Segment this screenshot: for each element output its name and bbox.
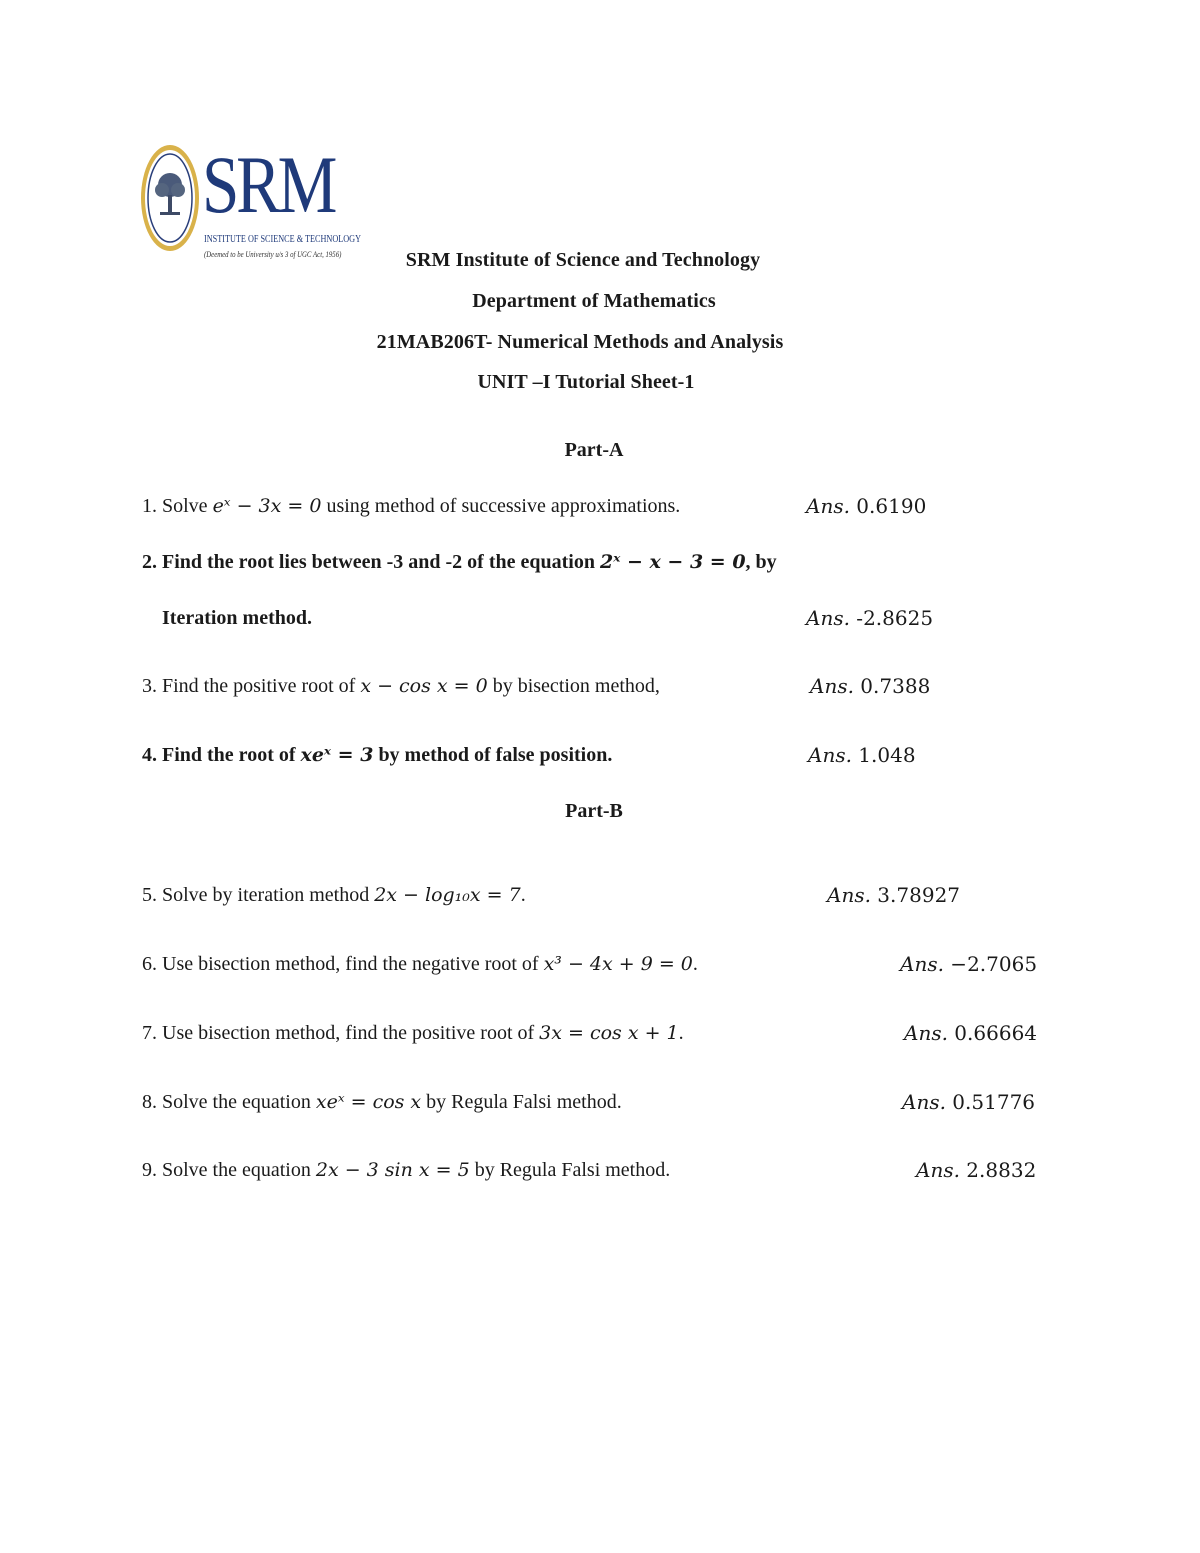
answer-label: Ans. (902, 1090, 946, 1114)
question-text: by Regula Falsi method. (469, 1159, 671, 1181)
answer-value: 0.51776 (945, 1090, 1036, 1114)
answer-label: Ans. (916, 1158, 960, 1182)
answer-1 (806, 493, 926, 519)
answer-value: −2.7065 (943, 952, 1038, 976)
answer-4 (808, 742, 916, 768)
question-text: 8. Solve the equation (142, 1091, 316, 1113)
logo-subtitle: INSTITUTE OF SCIENCE & TECHNOLOGY (204, 234, 362, 245)
logo-wordmark: SRM (202, 139, 335, 230)
answer-2 (806, 605, 933, 631)
answer-label: Ans. (900, 952, 944, 976)
logo-tagline: (Deemed to be University u/s 3 of UGC Act, 1956) (204, 250, 342, 259)
question-text: . (692, 953, 698, 975)
question-2-continuation: Iteration method. (162, 607, 312, 629)
unit-title: UNIT –I Tutorial Sheet-1 (477, 371, 695, 393)
part-a-heading: Part-A (564, 439, 624, 461)
question-equation: eˣ − 3x = 0 (212, 495, 322, 517)
answer-value: 0.7388 (853, 674, 931, 698)
question-text: 9. Solve the equation (142, 1159, 316, 1181)
question-text: by method of false position. (373, 744, 613, 766)
question-8 (142, 1089, 822, 1115)
answer-label: Ans. (904, 1021, 948, 1045)
question-7 (142, 1020, 822, 1046)
question-equation: x − cos x = 0 (360, 675, 488, 697)
question-equation: 2x − 3 sin x = 5 (315, 1159, 470, 1181)
question-text: , by (745, 551, 777, 573)
question-text: 4. Find the root of (142, 744, 301, 766)
question-1 (142, 493, 822, 519)
answer-label: Ans. (808, 743, 852, 767)
answer-7 (904, 1020, 1037, 1046)
question-equation: xeˣ = 3 (300, 744, 374, 766)
question-5 (142, 882, 822, 908)
question-equation: 2ˣ − x − 3 = 0 (599, 551, 746, 573)
question-text: 7. Use bisection method, find the positive root of (142, 1022, 540, 1044)
question-4 (142, 742, 822, 768)
answer-value: -2.8625 (849, 606, 934, 630)
answer-3 (810, 673, 930, 699)
answer-label: Ans. (810, 674, 854, 698)
question-text: using method of successive approximations. (321, 495, 681, 517)
answer-label: Ans. (827, 883, 871, 907)
answer-label: Ans. (806, 606, 850, 630)
answer-value: 3.78927 (870, 883, 961, 907)
question-9 (142, 1157, 822, 1183)
answer-value: 1.048 (851, 743, 916, 767)
answer-6 (900, 951, 1037, 977)
answer-value: 0.66664 (947, 1021, 1038, 1045)
part-b-heading: Part-B (565, 800, 623, 822)
question-text: 3. Find the positive root of (142, 675, 361, 697)
answer-9 (916, 1157, 1036, 1183)
question-3 (142, 673, 822, 699)
question-text: 2. Find the root lies between -3 and -2 of the equation (142, 551, 600, 573)
answer-label: Ans. (806, 494, 850, 518)
answer-value: 0.6190 (849, 494, 927, 518)
question-text: . (520, 884, 526, 906)
answer-5 (827, 882, 960, 908)
question-equation: 3x = cos x + 1 (539, 1022, 679, 1044)
institute-name: SRM Institute of Science and Technology (405, 249, 761, 271)
question-text: by bisection method, (487, 675, 660, 697)
question-6 (142, 951, 822, 977)
question-text: 5. Solve by iteration method (142, 884, 375, 906)
answer-value: 2.8832 (959, 1158, 1037, 1182)
question-2 (142, 549, 822, 575)
question-equation: x³ − 4x + 9 = 0 (543, 953, 693, 975)
course-title: 21MAB206T- Numerical Methods and Analysis (376, 331, 784, 353)
question-equation: xeˣ = cos x (315, 1091, 422, 1113)
department-name: Department of Mathematics (472, 290, 716, 312)
answer-8 (902, 1089, 1035, 1115)
question-text: . (678, 1022, 684, 1044)
question-text: 6. Use bisection method, find the negative root of (142, 953, 544, 975)
question-equation: 2x − log₁₀x = 7 (374, 884, 521, 906)
question-text: by Regula Falsi method. (421, 1091, 622, 1113)
question-text: 1. Solve (142, 495, 213, 517)
